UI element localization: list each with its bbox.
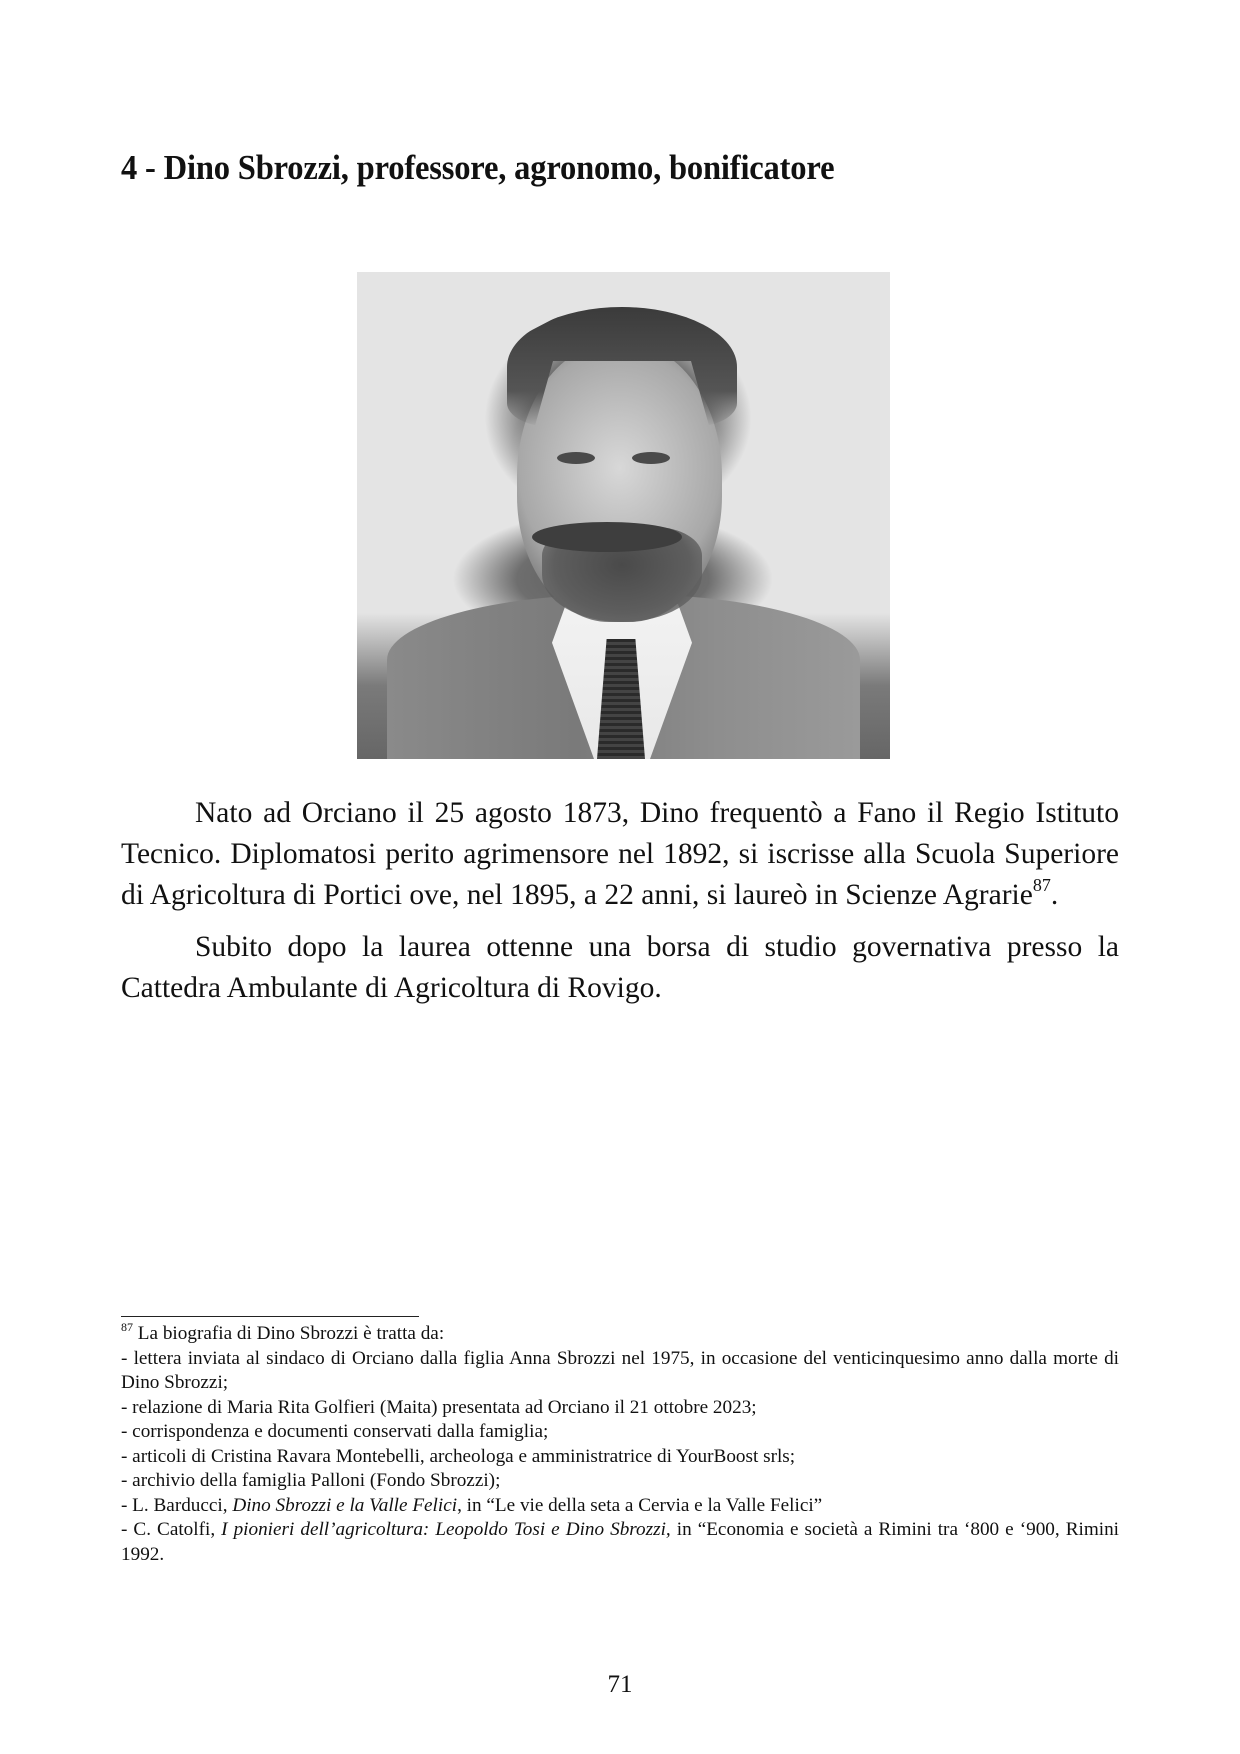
footnote-intro-text: La biografia di Dino Sbrozzi è tratta da: [137, 1323, 445, 1344]
photo-eye-left [557, 452, 595, 464]
page-number: 71 [607, 1671, 633, 1698]
source-6-author: - L. Barducci, [121, 1494, 233, 1516]
portrait-photo [357, 272, 890, 759]
footnote-source-1: - lettera inviata al sindaco di Orciano dalla figlia Anna Sbrozzi nel 1975, in occasione del venticinquesimo anno dalla morte di Dino Sbrozzi; [121, 1347, 1119, 1393]
footnote-source-2: - relazione di Maria Rita Golfieri (Maita) presentata ad Orciano il 21 ottobre 2023; [121, 1396, 757, 1418]
footnote-87 [121, 1322, 1119, 1567]
paragraph-2: Subito dopo la laurea ottenne una borsa di studio governativa presso la Cattedra Ambulante di Agricoltura di Rovigo. [121, 931, 1119, 1004]
paragraph-1-text: Nato ad Orciano il 25 agosto 1873, Dino frequentò a Fano il Regio Istituto Tecnico. Diplomatosi perito agrimensore nel 1892, si iscrisse alla Scuola Superiore di Agricoltura di Portici ove, nel 1895, a 22 anni, si laureò in Scienze Agrarie [121, 797, 1119, 911]
body-text [121, 793, 1119, 1020]
source-7-author: - C. Catolfi, [121, 1519, 222, 1540]
footnote-ref-87[interactable]: 87 [1032, 875, 1051, 895]
footnote-number: 87 [121, 1320, 133, 1334]
source-6-publication: , in “Le vie della seta a Cervia e la Valle Felici” [457, 1494, 823, 1516]
chapter-heading: 4 - Dino Sbrozzi, professore, agronomo, bonificatore [121, 148, 835, 187]
paragraph-1 [121, 793, 1119, 916]
footnote-source-4: - articoli di Cristina Ravara Montebelli, archeologa e amministratrice di YourBoost srls; [121, 1445, 796, 1467]
footnote-source-5: - archivio della famiglia Palloni (Fondo Sbrozzi); [121, 1470, 501, 1491]
footnote-intro [121, 1322, 1119, 1347]
footnote-separator [121, 1316, 419, 1317]
photo-eye-right [632, 452, 670, 464]
footnote-source-6 [121, 1494, 1119, 1519]
source-6-title: Dino Sbrozzi e la Valle Felici [232, 1494, 458, 1516]
footnote-source-7 [121, 1518, 1119, 1567]
paragraph-1-tail: . [1050, 879, 1059, 911]
photo-mustache [532, 522, 682, 552]
source-7-title: I pionieri dell’agricoltura: Leopoldo Tosi e Dino Sbrozzi, [221, 1519, 671, 1540]
footnote-source-3: - corrispondenza e documenti conservati dalla famiglia; [121, 1421, 549, 1442]
source-7-publication: in “Economia e società a Rimini tra ‘800 e ‘900, Rimini 1992. [121, 1519, 1120, 1565]
